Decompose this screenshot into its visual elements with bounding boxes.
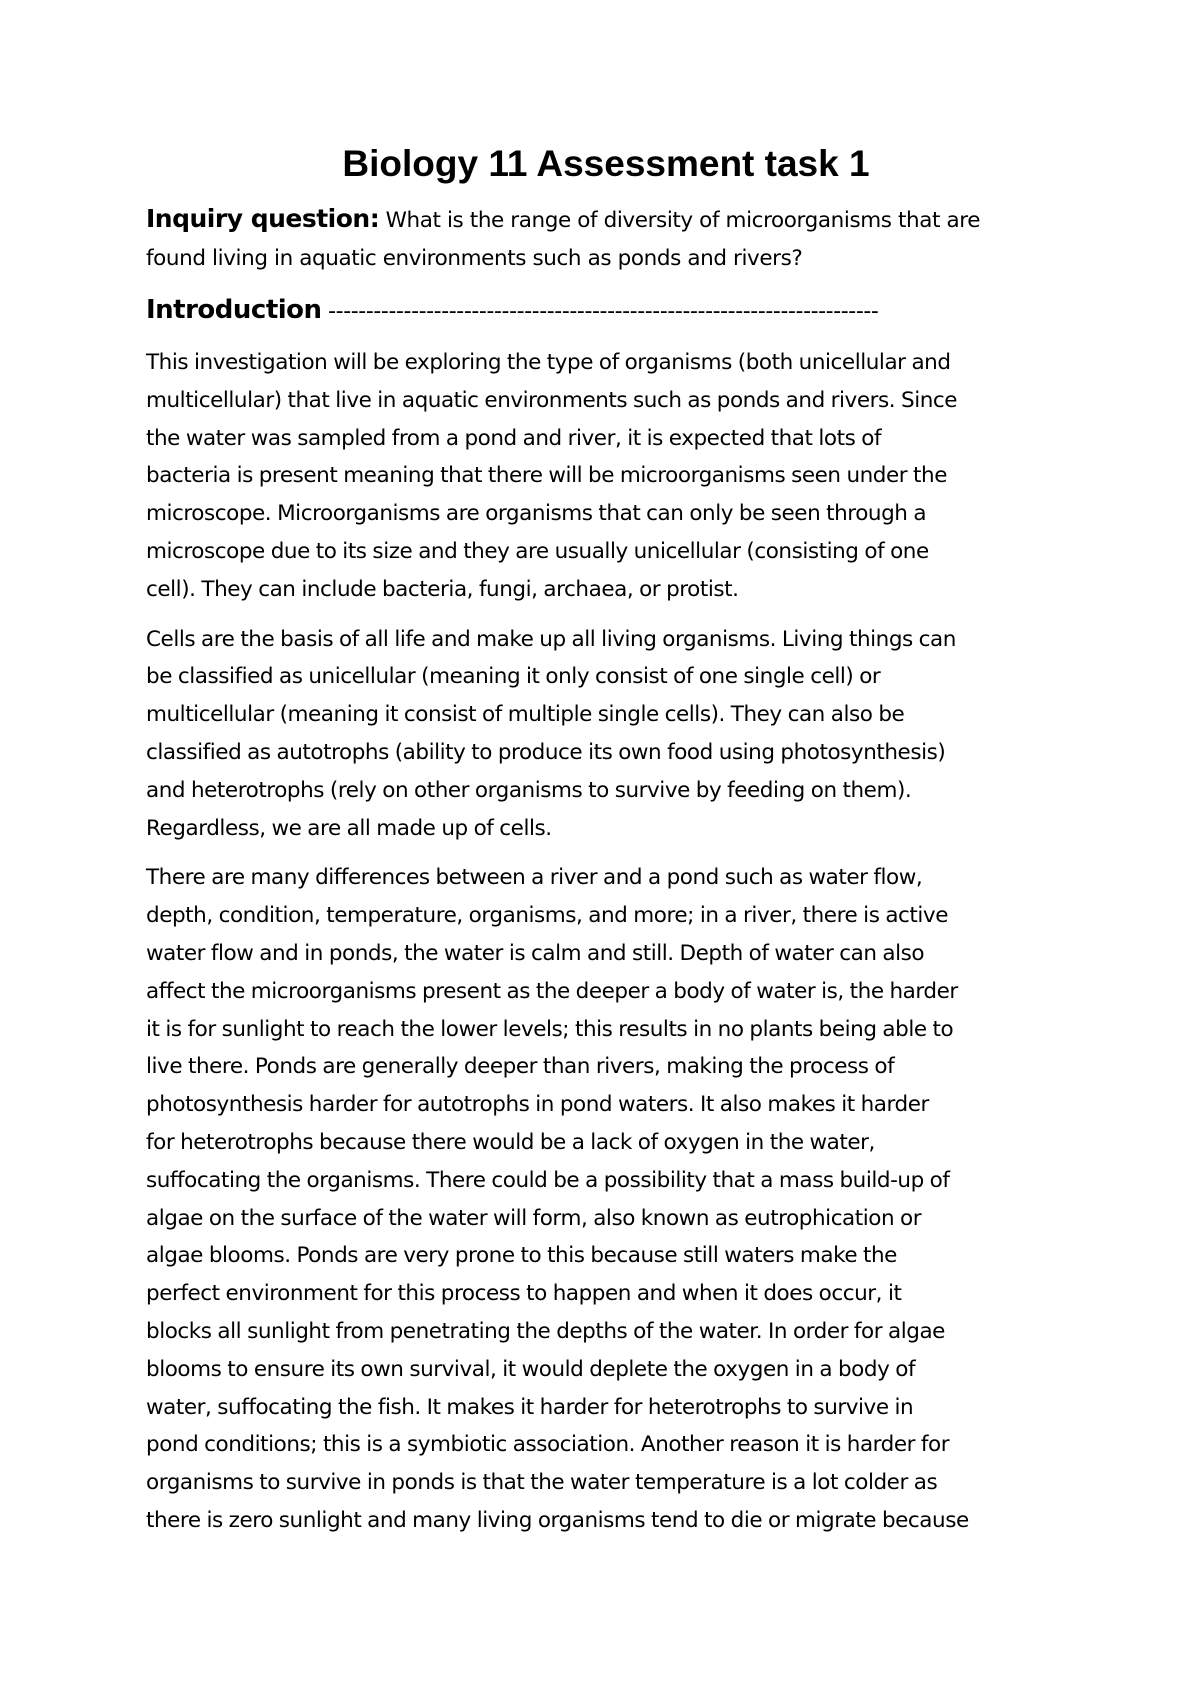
- paragraph-line: depth, condition, temperature, organisms, and more; in a river, there is active: [146, 903, 948, 929]
- introduction-heading: [146, 290, 1066, 332]
- paragraph-line: suffocating the organisms. There could be a possibility that a mass build-up of: [146, 1167, 950, 1193]
- paragraph-line: pond conditions; this is a symbiotic association. Another reason it is harder for: [146, 1432, 950, 1458]
- paragraph-line: blocks all sunlight from penetrating the depths of the water. In order for algae: [146, 1318, 945, 1344]
- paragraph-line: blooms to ensure its own survival, it would deplete the oxygen in a body of: [146, 1356, 916, 1382]
- paragraph-line: photosynthesis harder for autotrophs in pond waters. It also makes it harder: [146, 1092, 929, 1118]
- paragraph-line: There are many differences between a river and a pond such as water flow,: [146, 865, 923, 891]
- paragraph-line: microscope due to its size and they are usually unicellular (consisting of one: [146, 538, 929, 564]
- paragraph-line: algae on the surface of the water will form, also known as eutrophication or: [146, 1205, 922, 1231]
- paragraph-line: This investigation will be exploring the type of organisms (both unicellular and: [146, 350, 951, 375]
- paragraph-line: microscope. Microorganisms are organisms that can only be seen through a: [146, 501, 927, 527]
- heading-rule: -------------------------------------------------------------------------: [321, 299, 879, 324]
- introduction-heading-label: Introduction: [146, 295, 322, 325]
- paragraph-line: algae blooms. Ponds are very prone to this because still waters make the: [146, 1243, 897, 1269]
- paragraph-line: water, suffocating the fish. It makes it harder for heterotrophs to survive in: [146, 1394, 914, 1420]
- inquiry-question-label: Inquiry question:: [146, 204, 380, 233]
- paragraph-line: multicellular) that live in aquatic environments such as ponds and rivers. Since: [146, 387, 958, 413]
- inquiry-question-text: found living in aquatic environments such as ponds and rivers?: [146, 246, 803, 271]
- paragraph-1: [146, 344, 1066, 609]
- paragraph-line: for heterotrophs because there would be a lack of oxygen in the water,: [146, 1129, 875, 1155]
- paragraph-line: there is zero sunlight and many living organisms tend to die or migrate because: [146, 1507, 969, 1533]
- paragraph-line: affect the microorganisms present as the deeper a body of water is, the harder: [146, 978, 958, 1004]
- paragraph-line: water flow and in ponds, the water is calm and still. Depth of water can also: [146, 940, 925, 966]
- paragraph-line: organisms to survive in ponds is that the water temperature is a lot colder as: [146, 1470, 938, 1496]
- paragraph-line: classified as autotrophs (ability to produce its own food using photosynthesis): [146, 739, 946, 765]
- paragraph-line: the water was sampled from a pond and river, it is expected that lots of: [146, 425, 882, 451]
- paragraph-2: [146, 621, 1066, 848]
- paragraph-line: live there. Ponds are generally deeper than rivers, making the process of: [146, 1054, 895, 1080]
- paragraph-line: perfect environment for this process to happen and when it does occur, it: [146, 1281, 902, 1307]
- paragraph-line: Cells are the basis of all life and make up all living organisms. Living things can: [146, 626, 956, 652]
- document-title: Biology 11 Assessment task 1: [342, 143, 870, 184]
- paragraph-line: cell). They can include bacteria, fungi, archaea, or protist.: [146, 576, 739, 602]
- paragraph-line: multicellular (meaning it consist of multiple single cells). They can also be: [146, 702, 905, 728]
- paragraph-line: bacteria is present meaning that there will be microorganisms seen under the: [146, 463, 947, 489]
- document-content: [146, 140, 1066, 1552]
- paragraph-line: Regardless, we are all made up of cells.: [146, 815, 552, 841]
- inquiry-question: [146, 200, 1066, 278]
- paragraph-line: and heterotrophs (rely on other organisms to survive by feeding on them).: [146, 777, 912, 803]
- paragraph-line: it is for sunlight to reach the lower levels; this results in no plants being able to: [146, 1016, 954, 1042]
- paragraph-3: [146, 859, 1066, 1539]
- inquiry-question-text: What is the range of diversity of microorganisms that are: [379, 208, 981, 233]
- paragraph-line: be classified as unicellular (meaning it only consist of one single cell) or: [146, 664, 881, 690]
